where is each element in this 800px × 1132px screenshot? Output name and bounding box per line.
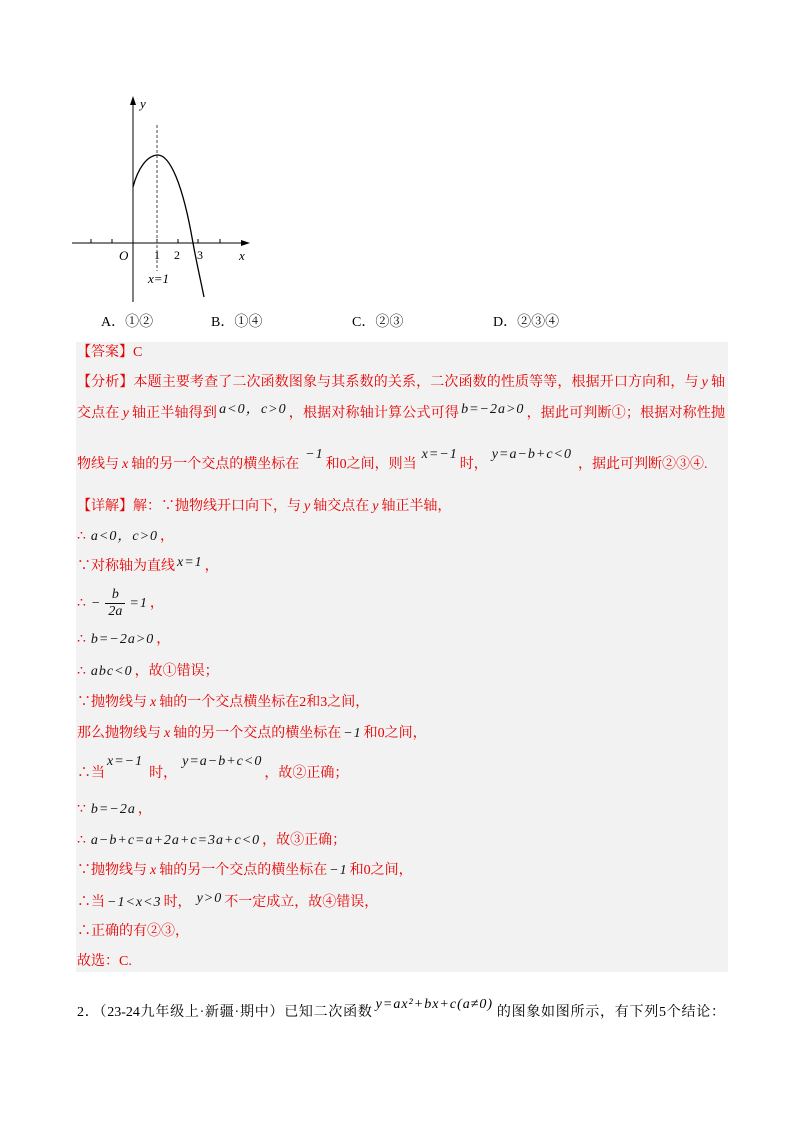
choice-c xyxy=(352,313,403,333)
question-number: 2． xyxy=(77,1005,100,1020)
detail-line-1 xyxy=(77,497,451,517)
detail-line-4 xyxy=(77,586,164,622)
y-axis-label: y xyxy=(140,96,146,111)
analysis-text: ，据此可判断①；根据对称性抛 xyxy=(526,406,726,421)
detail-text: 【详解】解：∵抛物线开口向下，与 xyxy=(77,499,301,514)
detail-text: ∴ xyxy=(77,596,86,611)
analysis-line-1 xyxy=(77,373,725,393)
fraction-numerator: b xyxy=(105,588,125,604)
choice-a xyxy=(101,313,153,333)
math-expression: y>0 xyxy=(196,891,223,906)
detail-text: ∴当 xyxy=(77,895,105,910)
math-expression: abc<0 xyxy=(90,664,133,679)
analysis-line-2 xyxy=(77,404,725,424)
question-text: 的图象如图所示，有下列5个结论： xyxy=(496,1005,726,1020)
parabola-graph xyxy=(0,0,260,310)
detail-text: ∵抛物线与 xyxy=(77,863,147,878)
math-expression: a<0，c>0 xyxy=(90,529,159,544)
math-expression: b=−2a xyxy=(90,802,136,817)
detail-text: ∵抛物线与 xyxy=(77,695,147,710)
choice-text: ②③ xyxy=(375,315,404,330)
detail-text: ∴当 xyxy=(77,766,105,781)
math-expression: −1 xyxy=(343,726,362,741)
question-text: 已知二次函数 xyxy=(284,1005,373,1020)
x-tick-label-1: 1 xyxy=(154,248,160,262)
detail-line-6 xyxy=(77,662,219,682)
choice-text: ①④ xyxy=(234,315,263,330)
detail-text: 时， xyxy=(149,766,178,781)
detail-line-10 xyxy=(77,800,152,820)
choice-text: ②③④ xyxy=(517,315,560,330)
solution-panel xyxy=(76,342,728,972)
detail-text: 时， xyxy=(163,895,192,910)
detail-text: ∴ xyxy=(77,632,86,647)
analysis-line-3 xyxy=(77,447,708,475)
math-expression: x=−1 xyxy=(107,754,144,769)
math-expression: −1<x<3 xyxy=(107,895,162,910)
math-expression: a−b+c=a+2a+c=3a+c<0 xyxy=(90,833,261,848)
detail-line-7 xyxy=(77,693,369,713)
x-axis-ticks xyxy=(91,239,220,243)
y-axis-arrow xyxy=(130,96,136,105)
final-answer-line xyxy=(77,952,132,972)
variable: y xyxy=(304,499,311,514)
x-axis-label: x xyxy=(239,248,245,263)
variable: x xyxy=(122,457,129,472)
variable: x xyxy=(164,726,171,741)
detail-text: 轴正半轴， xyxy=(381,499,452,514)
choice-b xyxy=(211,313,262,333)
origin-label: O xyxy=(119,248,129,263)
math-expression: −1 xyxy=(329,863,348,878)
detail-text: 故选：C. xyxy=(77,954,132,969)
math-expression: b=−2a>0 xyxy=(461,402,525,417)
x-tick-label-3: 3 xyxy=(197,248,203,262)
question-source: （23-24九年级上·新疆·期中） xyxy=(99,1005,285,1020)
choice-text: ①② xyxy=(125,315,154,330)
detail-text: 轴的另一个交点的横坐标在 xyxy=(173,726,342,741)
answer-text: 【答案】C xyxy=(77,345,143,360)
detail-text: ∴ xyxy=(77,833,86,848)
x-axis-arrow xyxy=(241,240,250,246)
detail-line-2 xyxy=(77,527,174,547)
math-expression: y=a−b+c<0 xyxy=(491,447,572,462)
detail-text: 不一定成立，故④错误， xyxy=(224,895,379,910)
math-expression: y=a−b+c<0 xyxy=(182,754,263,769)
detail-text: 和0之间， xyxy=(363,726,427,741)
choice-letter: C． xyxy=(352,315,376,330)
math-expression: =1 xyxy=(129,596,148,611)
minus-sign: − xyxy=(90,596,102,611)
detail-line-9 xyxy=(77,754,349,784)
variable: y xyxy=(372,499,379,514)
fraction-denominator: 2a xyxy=(108,604,123,620)
detail-text: ∵对称轴为直线 xyxy=(77,559,175,574)
question-2-stem xyxy=(77,997,726,1023)
detail-line-3 xyxy=(77,557,219,577)
analysis-text: 物线与 xyxy=(77,457,119,472)
variable: y xyxy=(701,375,708,390)
fraction xyxy=(105,588,125,619)
math-expression: y=ax²+bx+c(a≠0) xyxy=(375,997,494,1012)
analysis-text: 时， xyxy=(459,457,488,472)
detail-text: 轴的一个交点横坐标在2和3之间， xyxy=(159,695,370,710)
detail-text: ，故①错误； xyxy=(134,664,219,679)
math-expression: b=−2a>0 xyxy=(90,632,155,647)
analysis-text: ，根据对称轴计算公式可得 xyxy=(288,406,460,421)
analysis-text: 轴 xyxy=(710,375,726,390)
detail-line-12 xyxy=(77,861,413,881)
detail-text: 轴交点在 xyxy=(313,499,370,514)
detail-line-14 xyxy=(77,922,189,942)
analysis-text: ，据此可判断②③④. xyxy=(578,457,708,472)
detail-text: 和0之间， xyxy=(349,863,413,878)
detail-text: ∵ xyxy=(77,802,86,817)
math-expression: a<0，c>0 xyxy=(219,402,287,417)
analysis-text: 轴正半轴得到 xyxy=(131,406,218,421)
math-expression: x=1 xyxy=(177,555,203,570)
variable: x xyxy=(150,695,157,710)
analysis-text: 和0之间，则当 xyxy=(325,457,417,472)
variable: y xyxy=(122,406,129,421)
choice-letter: B． xyxy=(211,315,235,330)
choice-d xyxy=(493,313,559,333)
detail-text: ，故③正确； xyxy=(262,833,347,848)
detail-text: ， xyxy=(204,559,219,574)
choice-letter: A． xyxy=(101,315,126,330)
choice-letter: D． xyxy=(493,315,518,330)
math-expression: −1 xyxy=(305,447,324,462)
analysis-text: 【分析】本题主要考查了二次函数图象与其系数的关系，二次函数的性质等等，根据开口方向和，与 xyxy=(77,375,699,390)
detail-text: ∴正确的有②③， xyxy=(77,924,189,939)
symmetry-axis-label: x=1 xyxy=(148,271,170,286)
detail-text: ∴ xyxy=(77,664,86,679)
detail-line-13 xyxy=(77,893,378,913)
x-tick-label-2: 2 xyxy=(174,248,180,262)
answer-line xyxy=(77,343,142,363)
detail-text: ， xyxy=(160,529,175,544)
detail-text: 那么抛物线与 xyxy=(77,726,161,741)
detail-text: 轴的另一个交点的横坐标在 xyxy=(159,863,328,878)
variable: x xyxy=(150,863,157,878)
analysis-text: 交点在 xyxy=(77,406,120,421)
detail-line-5 xyxy=(77,630,170,650)
analysis-text: 轴的另一个交点的横坐标在 xyxy=(131,457,300,472)
detail-text: ， xyxy=(156,632,171,647)
detail-line-11 xyxy=(77,831,346,851)
detail-text: ， xyxy=(137,802,152,817)
detail-text: ，故②正确； xyxy=(264,766,349,781)
detail-text: ∴ xyxy=(77,529,86,544)
detail-line-8 xyxy=(77,724,427,744)
math-expression: x=−1 xyxy=(421,447,458,462)
detail-text: ， xyxy=(149,596,164,611)
